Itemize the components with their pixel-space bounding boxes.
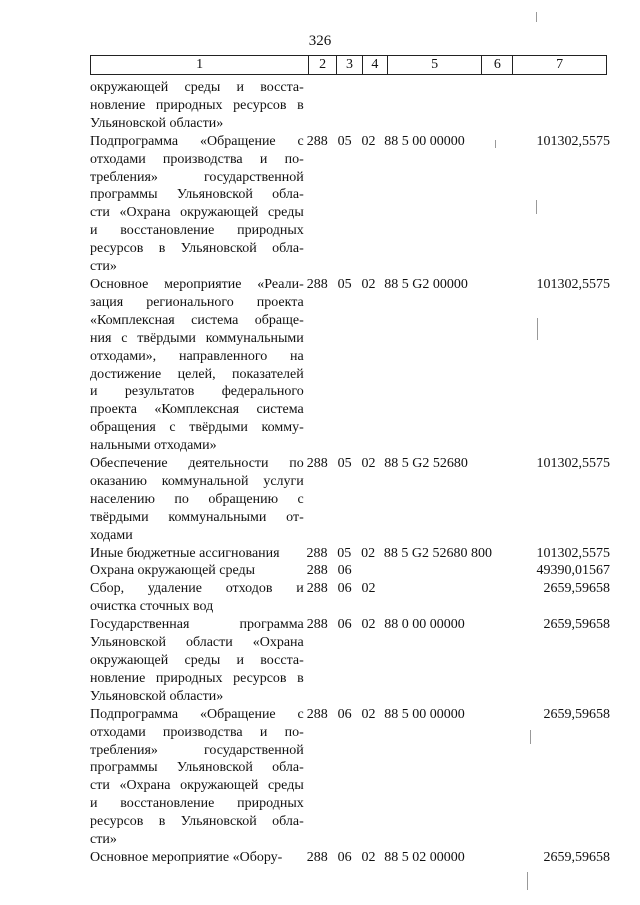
row-name-line: Основное мероприятие «Реали- [90,276,304,292]
table-row [90,616,610,706]
table-row [90,545,610,563]
cell-admin-code: 288 [306,456,328,472]
scan-mark [536,12,537,22]
row-name-line: очистка сточных вод [90,599,214,615]
row-name-line: Охрана окружающей среды [90,563,256,579]
row-name [90,79,304,133]
cell-section: 05 [337,276,352,292]
row-name-line: отходами производства и по- [90,151,304,167]
cell-admin-code: 288 [306,581,328,597]
cell-admin-code: 288 [306,849,328,865]
column-header-7: 7 [556,57,564,72]
cell-target-article: 88 5 G2 00000 [384,276,468,292]
table-row [90,706,610,849]
cell-target-article: 88 5 00 00000 [384,706,465,722]
row-name-line: сти» [90,832,117,848]
row-name-line: программы Ульяновской обла- [90,760,304,776]
cell-section: 06 [337,563,352,579]
cell-amount: 2659,59658 [543,617,610,633]
cell-subsection: 02 [361,849,376,865]
scan-mark [537,318,538,340]
row-name-line: Ульяновской области «Охрана [90,635,304,651]
cell-target-article: 88 5 G2 52680 800 [383,545,493,561]
cell-subsection: 02 [361,581,376,597]
row-name-line: и результатов федерального [90,384,304,400]
row-name [90,562,304,580]
row-name-line: ходами [90,527,133,543]
row-name-line: ния с твёрдыми коммунальными [90,330,304,346]
row-name-line: твёрдыми коммунальными от- [90,509,304,525]
cell-subsection: 02 [361,545,376,561]
scan-mark [527,872,528,890]
cell-admin-code: 288 [306,617,328,633]
cell-target-article: 88 5 G2 52680 [384,456,468,472]
row-name-line: и восстановление природных [90,223,304,239]
row-name-line: сти «Охрана окружающей среды [90,205,304,221]
row-name-line: Сбор, удаление отходов и [90,581,304,597]
table-row [90,455,610,545]
row-name-line: окружающей среды и восста- [90,80,304,95]
row-name-line: нальными отходами» [90,438,217,454]
table-row [90,79,610,133]
cell-section: 06 [337,617,352,633]
cell-admin-code: 288 [306,276,328,292]
cell-subsection: 02 [361,133,376,149]
row-name-line: окружающей среды и восста- [90,653,304,668]
scan-mark [530,730,531,744]
cell-section: 06 [337,706,352,722]
table-header [90,55,607,75]
row-name [90,616,304,706]
row-name [90,706,304,849]
row-name-line: ресурсов в Ульяновской обла- [90,814,304,830]
row-name-line: Подпрограмма «Обращение с [90,706,304,722]
cell-amount: 101302,5575 [536,276,610,292]
cell-amount: 101302,5575 [536,545,611,561]
cell-subsection: 02 [361,706,376,722]
row-name-line: зация регионального проекта [90,294,304,310]
cell-section: 05 [337,133,352,149]
cell-amount: 2659,59658 [543,706,610,722]
row-name-line: Подпрограмма «Обращение с [90,133,304,149]
column-header-4: 4 [363,56,388,74]
row-name-line: Иные бюджетные ассигнования [90,545,280,561]
cell-section: 06 [337,581,352,597]
cell-section: 05 [337,456,352,472]
cell-admin-code: 288 [306,563,328,579]
column-header-5: 5 [388,56,483,74]
row-name-line: программы Ульяновской обла- [90,187,304,203]
row-name [90,133,304,276]
cell-target-article: 88 5 00 00000 [384,133,465,149]
page-number: 326 [308,33,332,49]
table-row [90,849,610,867]
row-name-line: новление природных ресурсов в [90,97,304,113]
cell-amount: 49390,01567 [536,563,610,579]
row-name [90,849,304,867]
cell-target-article: 88 5 02 00000 [384,849,465,865]
row-name-line: новление природных ресурсов в [90,670,304,686]
table-row [90,562,610,580]
table-row [90,133,610,276]
cell-admin-code: 288 [306,133,328,149]
row-name-line: Ульяновской области» [90,115,224,131]
row-name-line: сти» [90,259,117,275]
row-name-line: достижение целей, показателей [90,366,304,382]
cell-admin-code: 288 [306,545,328,561]
row-name-line: Ульяновской области» [90,688,224,704]
row-name-line: отходами производства и по- [90,724,304,740]
cell-amount: 101302,5575 [536,456,610,472]
row-name [90,276,304,455]
row-name [90,455,304,545]
row-name-line: Обеспечение деятельности по [90,456,304,472]
table-body [90,79,610,867]
row-name-line: «Комплексная система обраще- [90,312,304,328]
column-header-6: 6 [482,56,513,74]
row-name-line: и восстановление природных [90,796,304,812]
cell-amount: 2659,59658 [543,849,610,865]
cell-admin-code: 288 [306,706,328,722]
column-header-2: 2 [309,56,337,74]
row-name-line: населению по обращению с [90,491,304,507]
row-name-line: оказанию коммунальной услуги [90,473,304,489]
cell-subsection: 02 [361,617,376,633]
scan-mark [536,200,537,214]
row-name-line: сти «Охрана окружающей среды [90,778,304,794]
column-header-1: 1 [91,56,309,74]
cell-amount: 2659,59658 [543,581,610,597]
row-name-line: проекта «Комплексная система [90,402,304,418]
row-name [90,545,303,563]
row-name-line: обращения с твёрдыми комму- [90,420,304,436]
scan-mark [495,140,496,148]
row-name-line: Основное мероприятие «Обору- [90,849,283,865]
cell-subsection: 02 [361,456,376,472]
row-name-line: отходами», направленного на [90,348,304,364]
cell-subsection: 02 [361,276,376,292]
cell-amount: 101302,5575 [536,133,610,149]
row-name-line: требления» государственной [90,169,304,185]
row-name-line: требления» государственной [90,742,304,758]
cell-section: 05 [337,545,352,561]
row-name-line: ресурсов в Ульяновской обла- [90,241,304,257]
column-header-3: 3 [337,56,363,74]
table-row [90,580,610,616]
cell-section: 06 [337,849,352,865]
row-name-line: Государственная программа [90,617,304,633]
row-name [90,580,304,616]
table-row [90,276,610,455]
cell-target-article: 88 0 00 00000 [384,617,465,633]
